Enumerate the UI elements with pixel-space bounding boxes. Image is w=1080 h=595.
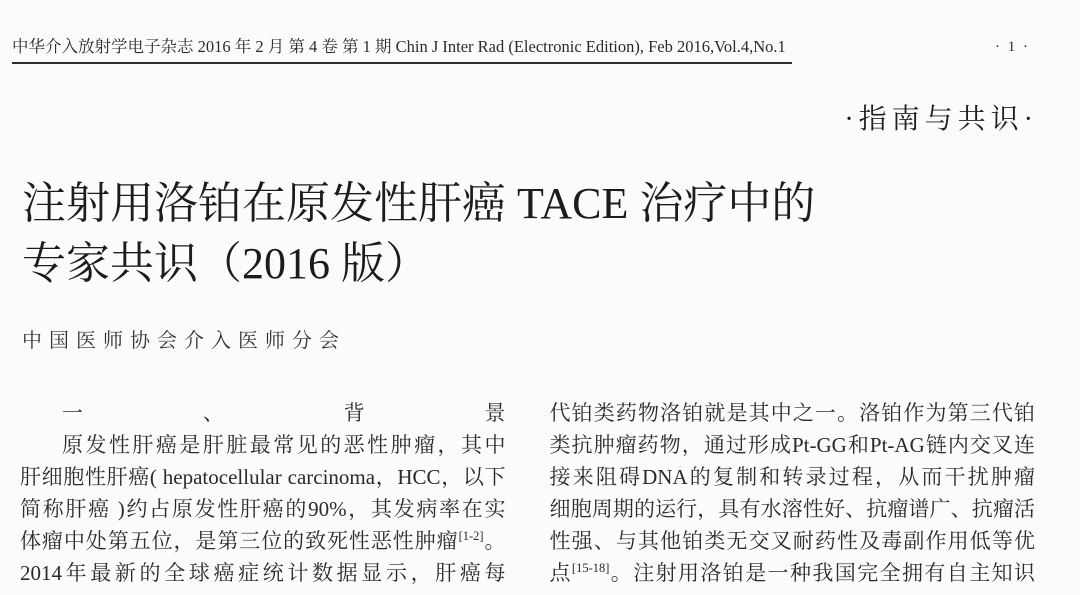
- right-column: [550, 397, 1036, 589]
- section-label: ·指南与共识·: [844, 104, 1038, 135]
- article-title-line-2: 专家共识（2016 版）: [22, 239, 429, 288]
- text-line: 性强、与其他铂类无交叉耐药性及毒副作用低等优: [549, 529, 1035, 553]
- body-columns: [0, 397, 1080, 589]
- journal-citation-line: 中华介入放射学电子杂志 2016 年 2 月 第 4 卷 第 1 期 Chin J Inter Rad (Electronic Edition), Feb 2016,Vol.4,No.1: [12, 36, 792, 64]
- right-column-text: [550, 397, 1036, 589]
- article-title-line-1: 注射用洛铂在原发性肝癌 TACE 治疗中的: [22, 179, 816, 228]
- text-line: 代铂类药物洛铂就是其中之一。洛铂作为第三代铂: [549, 401, 1035, 425]
- left-column: [20, 397, 506, 589]
- text-line: 原发性肝癌是肝脏最常见的恶性肿瘤，其中: [62, 433, 506, 457]
- section-heading-background: 一、背景: [62, 401, 506, 425]
- article-title: [0, 174, 1080, 294]
- text-line: 点[15-18]。注射用洛铂是一种我国完全拥有自主知识: [549, 561, 1036, 585]
- text-line: 接来阻碍DNA的复制和转录过程，从而干扰肿瘤: [549, 465, 1035, 489]
- text-line: 肝细胞性肝癌( hepatocellular carcinoma，HCC，以下: [20, 465, 506, 489]
- text-line: 类抗肿瘤药物，通过形成Pt-GG和Pt-AG链内交叉连: [549, 433, 1035, 457]
- author-affiliation: 中国医师协会介入医师分会: [22, 330, 346, 352]
- left-column-text: [20, 429, 506, 589]
- text-line: 细胞周期的运行，具有水溶性好、抗瘤谱广、抗瘤活: [549, 497, 1035, 521]
- running-head: [0, 0, 1080, 64]
- page-number: · 1 ·: [995, 39, 1030, 55]
- text-line: 简称肝癌 )约占原发性肝癌的90%，其发病率在实: [20, 497, 506, 521]
- reference-superscript: [1-2]: [458, 529, 484, 543]
- text-line: 2014年最新的全球癌症统计数据显示，肝癌每: [20, 561, 506, 585]
- reference-superscript: [15-18]: [571, 561, 610, 575]
- text-line: 体瘤中处第五位，是第三位的致死性恶性肿瘤[1-2]。: [20, 529, 506, 553]
